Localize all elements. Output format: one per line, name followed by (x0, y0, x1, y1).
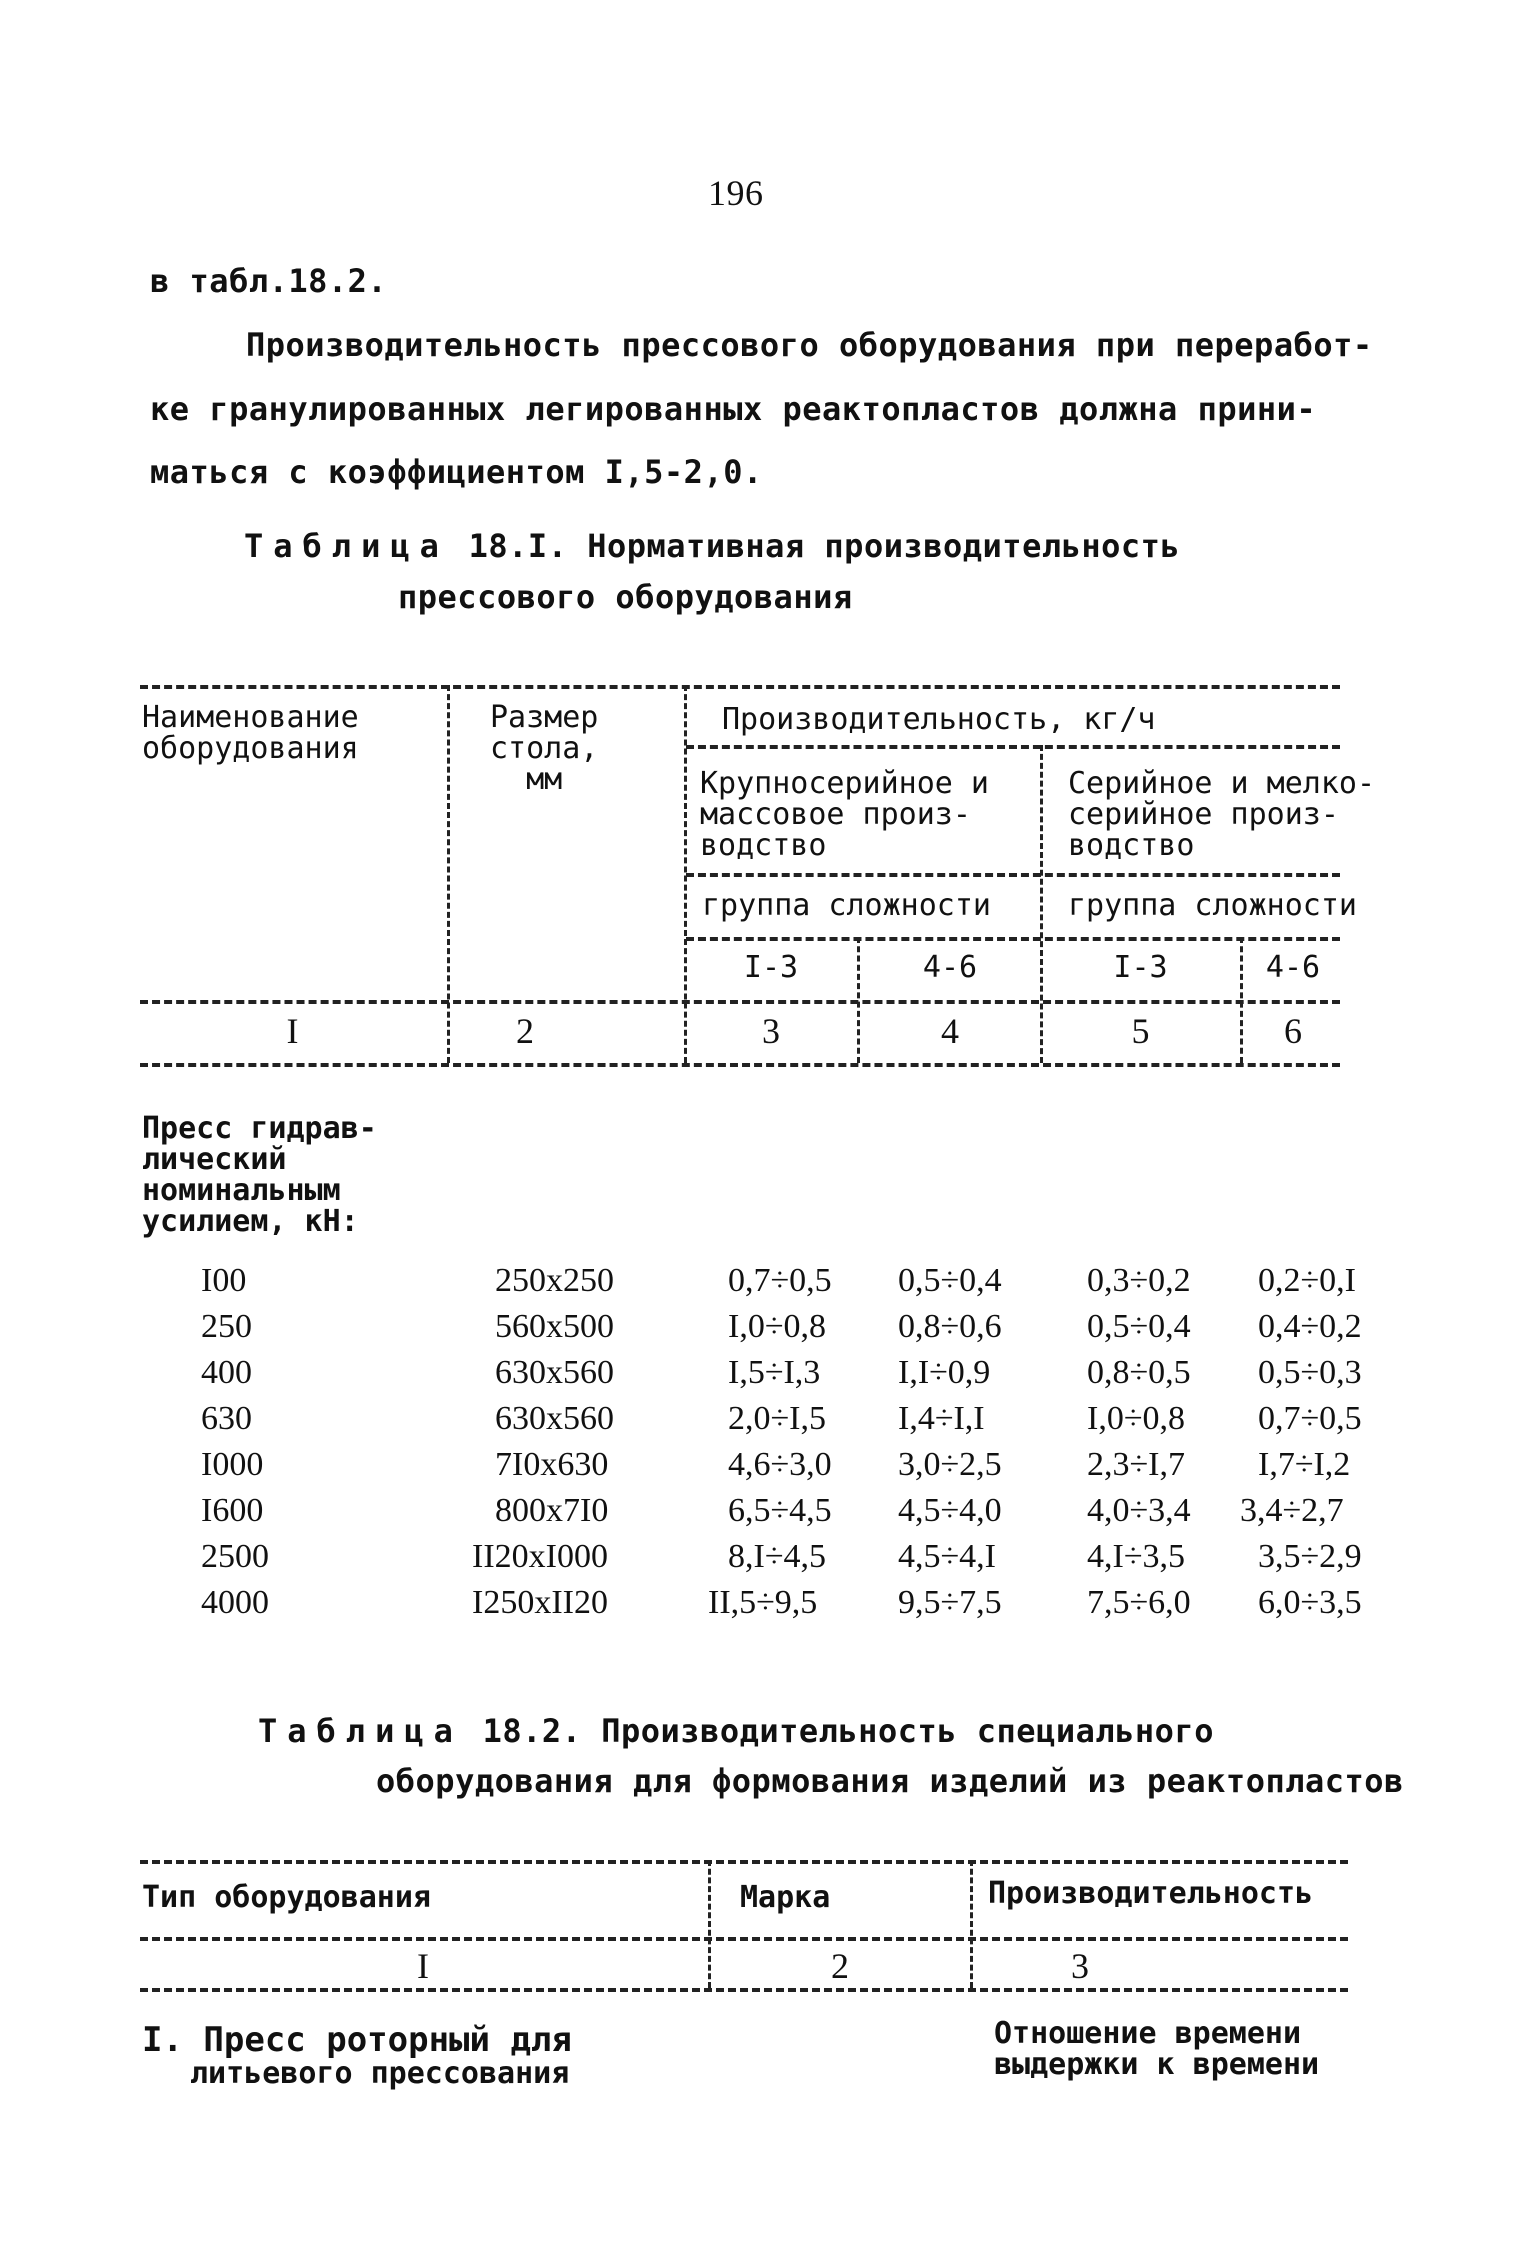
row-c6: 3,5÷2,9 (1258, 1538, 1362, 1575)
table2-caption-title: Производительность специального (601, 1712, 1214, 1750)
row-c3: 8,I÷4,5 (728, 1538, 826, 1575)
table1-caption-line2: прессового оборудования (398, 578, 853, 616)
header-serial-l3: водство (1068, 828, 1195, 863)
row-c6: 6,0÷3,5 (1258, 1584, 1362, 1621)
table2-row-1-name (142, 2022, 572, 2089)
header-equipment-name (142, 702, 359, 764)
row-size: 800x7I0 (495, 1492, 609, 1529)
row-c5: 0,5÷0,4 (1087, 1308, 1191, 1345)
row-force: 630 (201, 1400, 252, 1437)
table2-caption-label: Таблица (258, 1712, 463, 1750)
col-number-4: 4 (941, 1011, 959, 1051)
table1-caption-title: Нормативная производительность (587, 527, 1181, 565)
table2-header-brand: Марка (740, 1880, 831, 1915)
table1-vline-2 (684, 685, 687, 1063)
row-size: 250x250 (495, 1262, 614, 1299)
row-c3: 2,0÷I,5 (728, 1400, 826, 1437)
row-force: I00 (201, 1262, 247, 1299)
col-number-5: 5 (1131, 1011, 1150, 1051)
row-c5: 4,0÷3,4 (1087, 1492, 1191, 1529)
row-c4: 4,5÷4,I (898, 1538, 996, 1575)
page-number: 196 (708, 173, 764, 213)
table2-caption-line2: оборудования для формования изделий из реактопластов (376, 1762, 1404, 1800)
header-large-series-l2: массовое произ- (700, 797, 971, 832)
row-c3: 6,5÷4,5 (728, 1492, 832, 1529)
row-c4: I,4÷I,I (898, 1400, 985, 1437)
row-c5: 7,5÷6,0 (1087, 1584, 1191, 1621)
row-c6: I,7÷I,2 (1258, 1446, 1351, 1483)
section-label-l1: Пресс гидрав- (142, 1111, 377, 1146)
paragraph-line-3: маться с коэффициентом I,5-2,0. (150, 453, 763, 491)
row-c6: 0,2÷0,I (1258, 1262, 1356, 1299)
col-number-2: 2 (516, 1011, 534, 1051)
table2-caption (258, 1712, 1214, 1750)
row-c6: 3,4÷2,7 (1240, 1492, 1344, 1529)
col-number-1: I (286, 1011, 299, 1051)
col-number-6: 6 (1284, 1011, 1302, 1051)
table2-col-number-3: 3 (1071, 1946, 1089, 1986)
table1-perf-rule (686, 745, 1340, 749)
row-c6: 0,5÷0,3 (1258, 1354, 1362, 1391)
header-performance: Производительность, кг/ч (722, 702, 1156, 737)
row-c6: 0,4÷0,2 (1258, 1308, 1362, 1345)
table1-caption-label: Таблица (244, 527, 449, 565)
header-equipment-name-l1: Наименование (142, 700, 359, 735)
paragraph-line-1: Производительность прессового оборудования при переработ- (246, 326, 1373, 364)
row-size: 630x560 (495, 1400, 614, 1437)
header-table-size-l1: Размер (490, 700, 599, 735)
row-force: I600 (201, 1492, 264, 1529)
table2-header-bottom-rule (140, 1937, 1348, 1941)
header-serial-l1: Серийное и мелко- (1068, 766, 1376, 801)
table1-header-bottom-rule (140, 1000, 1340, 1004)
row-c4: 0,8÷0,6 (898, 1308, 1002, 1345)
table2-header-performance: Производительность (988, 1876, 1314, 1911)
header-group-1-3-b: I-3 (1113, 950, 1168, 985)
header-table-size-l3: мм (526, 762, 563, 797)
row-c4: 3,0÷2,5 (898, 1446, 1002, 1483)
row-force: 250 (201, 1308, 252, 1345)
table2-col-number-2: 2 (831, 1946, 849, 1986)
table2-numbers-bottom-rule (140, 1988, 1348, 1992)
header-serial-l2: серийное произ- (1068, 797, 1339, 832)
row-force: 400 (201, 1354, 252, 1391)
table2-vline-1 (708, 1860, 711, 1988)
row-c3: 0,7÷0,5 (728, 1262, 832, 1299)
table2-row-1-name-l1: I. Пресс роторный для (142, 2020, 572, 2060)
paragraph-line-2: ке гранулированных легированных реактопластов должна прини- (150, 390, 1317, 428)
table2-col-number-1: I (417, 1946, 429, 1986)
row-c3: II,5÷9,5 (708, 1584, 818, 1621)
header-group-4-6-b: 4-6 (1265, 950, 1321, 985)
table2-caption-number: 18.2. (482, 1712, 582, 1750)
row-c5: 2,3÷I,7 (1087, 1446, 1185, 1483)
row-c4: 0,5÷0,4 (898, 1262, 1002, 1299)
row-c3: I,0÷0,8 (728, 1308, 826, 1345)
table2-row-1-name-l2: литьевого прессования (190, 2056, 570, 2091)
header-large-series (700, 768, 989, 861)
section-label-press (142, 1113, 377, 1237)
table1-caption-number: 18.I. (468, 527, 568, 565)
table1-caption (244, 527, 1180, 565)
table1-vline-1 (447, 685, 450, 1063)
table2-row-1-performance (994, 2018, 1319, 2080)
row-c3: 4,6÷3,0 (728, 1446, 832, 1483)
section-label-l3: номинальным (142, 1173, 341, 1208)
table1-top-rule (140, 685, 1340, 689)
header-large-series-l3: водство (700, 828, 827, 863)
row-size: 630x560 (495, 1354, 614, 1391)
section-label-l2: лический (142, 1142, 287, 1177)
table2-header-type: Тип оборудования (142, 1880, 431, 1915)
col-number-3: 3 (762, 1011, 780, 1051)
header-serial (1068, 768, 1375, 861)
row-c4: 9,5÷7,5 (898, 1584, 1002, 1621)
header-equipment-name-l2: оборудования (142, 731, 359, 766)
header-large-series-l1: Крупносерийное и (700, 766, 989, 801)
row-force: I000 (201, 1446, 264, 1483)
section-label-l4: усилием, кН: (142, 1204, 359, 1239)
row-c5: 0,8÷0,5 (1087, 1354, 1191, 1391)
row-c4: 4,5÷4,0 (898, 1492, 1002, 1529)
row-size: II20xI000 (472, 1538, 608, 1575)
row-c5: 0,3÷0,2 (1087, 1262, 1191, 1299)
header-complexity-group-a: группа сложности (702, 888, 991, 923)
row-size: I250xII20 (472, 1584, 608, 1621)
header-complexity-group-b: группа сложности (1068, 888, 1357, 923)
header-table-size (490, 702, 598, 795)
table1-group-rule (686, 873, 1340, 877)
row-c6: 0,7÷0,5 (1258, 1400, 1362, 1437)
header-group-1-3-a: I-3 (743, 950, 799, 985)
table2-vline-2 (970, 1860, 973, 1988)
row-c5: I,0÷0,8 (1087, 1400, 1185, 1437)
row-force: 4000 (201, 1584, 269, 1621)
row-size: 7I0x630 (495, 1446, 609, 1483)
header-group-4-6-a: 4-6 (922, 950, 978, 985)
row-c3: I,5÷I,3 (728, 1354, 821, 1391)
intro-line: в табл.18.2. (150, 262, 388, 300)
row-c4: I,I÷0,9 (898, 1354, 991, 1391)
row-size: 560x500 (495, 1308, 614, 1345)
table2-top-rule (140, 1860, 1348, 1864)
table2-row-1-perf-l2: выдержки к времени (994, 2047, 1320, 2082)
row-c5: 4,I÷3,5 (1087, 1538, 1185, 1575)
table2-row-1-perf-l1: Отношение времени (994, 2016, 1302, 2051)
row-force: 2500 (201, 1538, 269, 1575)
table1-numbers-bottom-rule (140, 1063, 1340, 1067)
header-table-size-l2: стола, (490, 731, 599, 766)
